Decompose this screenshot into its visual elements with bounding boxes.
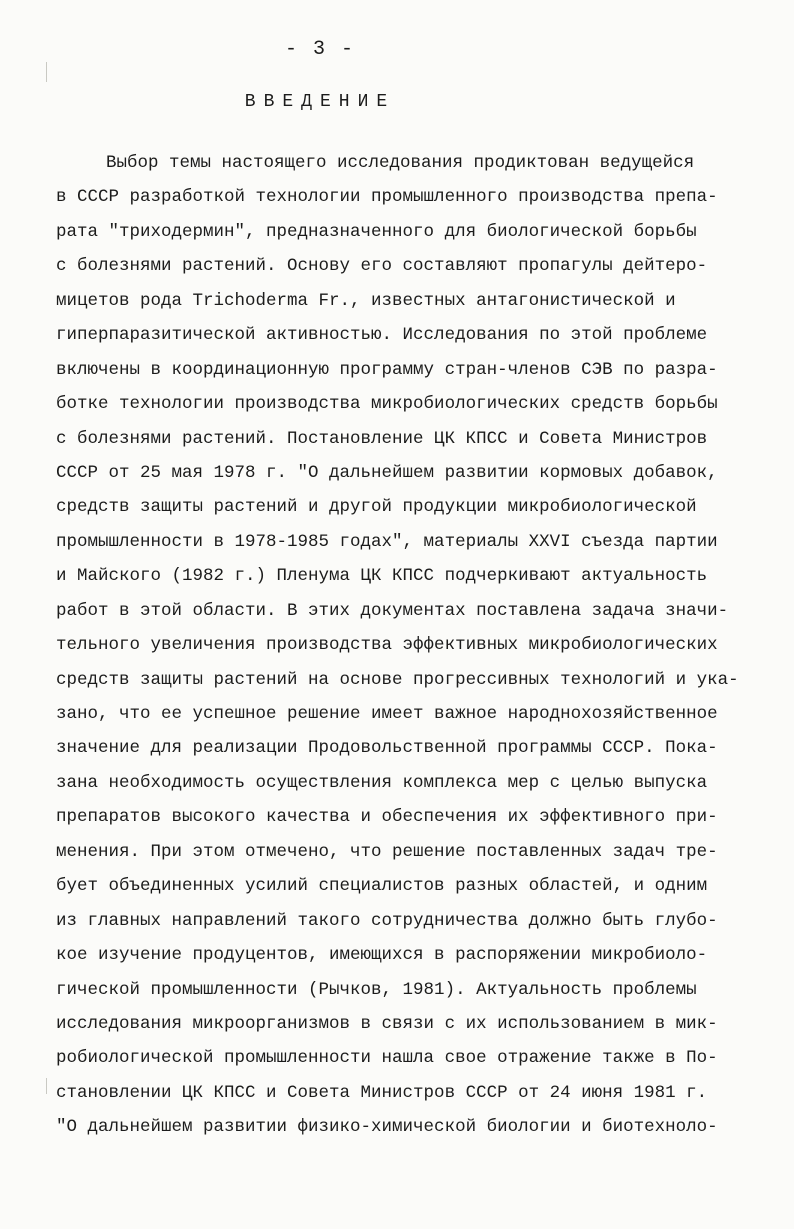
text-line: мицетов рода Trichoderma Fr., известных антагонистической и xyxy=(56,290,676,311)
text-line: с болезнями растений. Постановление ЦК КПСС и Совета Министров xyxy=(56,428,708,449)
body-text xyxy=(56,146,756,1145)
margin-mark-bottom xyxy=(46,1078,47,1094)
text-line: кое изучение продуцентов, имеющихся в распоряжении микробиоло- xyxy=(56,945,708,966)
text-line: в СССР разработкой технологии промышленного производства препа- xyxy=(56,187,718,208)
text-line: средств защиты растений и другой продукции микробиологической xyxy=(56,497,697,518)
text-line: включены в координационную программу стран-членов СЭВ по разра- xyxy=(56,359,718,380)
text-line: гической промышленности (Рычков, 1981). Актуальность проблемы xyxy=(56,979,697,1000)
text-line: промышленности в 1978-1985 годах", материалы XXVI съезда партии xyxy=(56,531,718,552)
text-line: бует объединенных усилий специалистов разных областей, и одним xyxy=(56,876,708,897)
text-line: робиологической промышленности нашла свое отражение также в По- xyxy=(56,1048,718,1069)
text-line: СССР от 25 мая 1978 г. "О дальнейшем развитии кормовых добавок, xyxy=(56,462,718,483)
text-line: средств защиты растений на основе прогрессивных технологий и ука- xyxy=(56,669,739,690)
margin-mark-top xyxy=(46,62,47,82)
text-line: зана необходимость осуществления комплекса мер с целью выпуска xyxy=(56,772,708,793)
text-line: работ в этой области. В этих документах поставлена задача значи- xyxy=(56,600,729,621)
text-line: из главных направлений такого сотрудничества должно быть глубо- xyxy=(56,910,718,931)
text-line: менения. При этом отмечено, что решение поставленных задач тре- xyxy=(56,841,718,862)
text-line: "О дальнейшем развитии физико-химической биологии и биотехноло- xyxy=(56,1117,718,1138)
text-line: гиперпаразитической активностью. Исследования по этой проблеме xyxy=(56,325,708,346)
text-line: с болезнями растений. Основу его составляют пропагулы дейтеро- xyxy=(56,256,708,277)
text-line: тельного увеличения производства эффективных микробиологических xyxy=(56,635,718,656)
page-number: - 3 - xyxy=(284,38,355,61)
text-line: значение для реализации Продовольственной программы СССР. Пока- xyxy=(56,738,718,759)
text-line: рата "триходермин", предназначенного для биологической борьбы xyxy=(56,221,697,242)
page-title: ВВЕДЕНИЕ xyxy=(244,92,396,112)
text-line: препаратов высокого качества и обеспечения их эффективного при- xyxy=(56,807,718,828)
text-line: Выбор темы настоящего исследования продиктован ведущейся xyxy=(106,153,695,173)
text-line: зано, что ее успешное решение имеет важное народнохозяйственное xyxy=(56,704,718,724)
text-line: ботке технологии производства микробиологических средств борьбы xyxy=(56,394,718,415)
text-line: и Майского (1982 г.) Пленума ЦК КПСС подчеркивают актуальность xyxy=(56,566,708,587)
text-line: исследования микроорганизмов в связи с их использованием в мик- xyxy=(56,1013,718,1034)
text-line: становлении ЦК КПСС и Совета Министров СССР от 24 июня 1981 г. xyxy=(56,1082,708,1103)
